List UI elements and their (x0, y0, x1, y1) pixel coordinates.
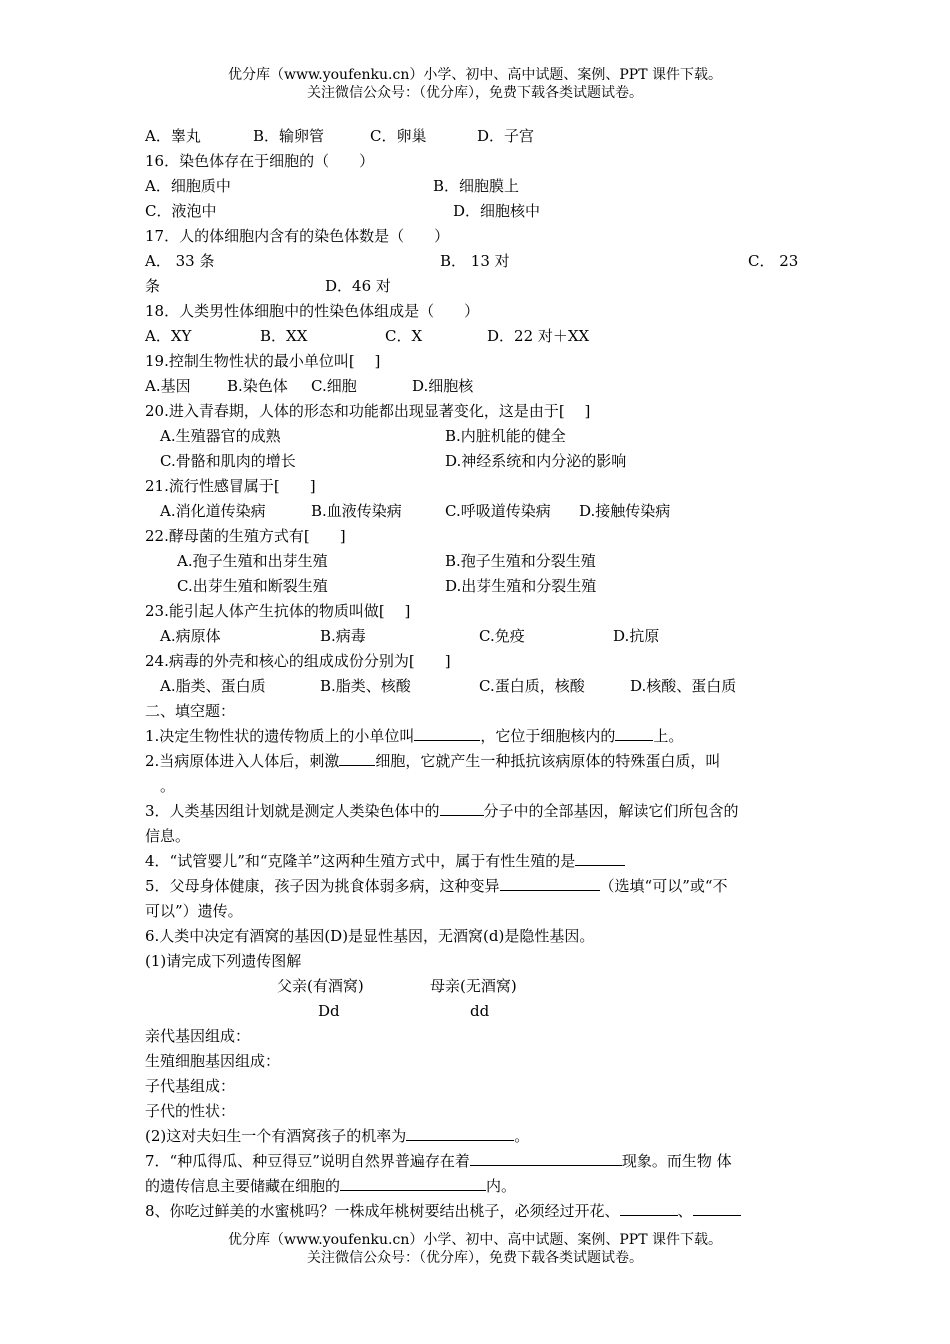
q16-option-c: C．液泡中 (145, 202, 217, 220)
header-line-1: 优分库（www.youfenku.cn）小学、初中、高中试题、案例、PPT 课件下载。 (227, 67, 722, 83)
fill-q8-text-2: 、 (677, 1202, 693, 1220)
q22-option-a: A.孢子生殖和出芽生殖 (177, 552, 328, 570)
q22-stem: 22.酵母菌的生殖方式有[ ] (145, 527, 346, 545)
q15-option-d: D．子宫 (477, 127, 535, 145)
fill-q2-text-1: 2.当病原体进入人体后，刺激 (145, 752, 340, 770)
q22-option-c: C.出芽生殖和断裂生殖 (177, 577, 328, 595)
q24-option-a: A.脂类、蛋白质 (160, 677, 266, 695)
q15-option-b: B．输卵管 (253, 127, 325, 145)
fill-q5-text-2: （选填“可以”或“不 (599, 877, 728, 895)
q19-option-a: A.基因 (145, 377, 191, 395)
fill-q1-text-2: ，它位于细胞核内的 (480, 727, 616, 745)
page-header (0, 66, 950, 102)
fill-q2-cont: 。 (160, 777, 176, 795)
q22-option-d: D.出芽生殖和分裂生殖 (445, 577, 597, 595)
offspring-genotype-label: 子代基组成： (145, 1077, 236, 1095)
q23-option-c: C.免疫 (479, 627, 525, 645)
parent-genotype-label: 亲代基因组成： (145, 1027, 251, 1045)
fill-q7-text-3: 的遗传信息主要储藏在细胞的 (145, 1177, 341, 1195)
q24-option-b: B.脂类、核酸 (320, 677, 411, 695)
fill-q6-sub2-text-2: 。 (514, 1127, 530, 1145)
fill-q2 (145, 751, 720, 771)
fill-q7-blank-2[interactable] (340, 1176, 486, 1191)
header-line-2: 关注微信公众号：（优分库），免费下载各类试题试卷。 (307, 85, 643, 101)
q20-option-a: A.生殖器官的成熟 (160, 427, 281, 445)
q19-option-b: B.染色体 (227, 377, 288, 395)
section-title-fill-in: 二、填空题： (145, 702, 236, 720)
q19-option-c: C.细胞 (311, 377, 357, 395)
q21-option-c: C.呼吸道传染病 (445, 502, 551, 520)
fill-q6-sub2 (145, 1126, 529, 1146)
q17-option-d: D．46 对 (325, 277, 391, 295)
q21-option-a: A.消化道传染病 (160, 502, 266, 520)
fill-q5-text-1: 5．父母身体健康，孩子因为挑食体弱多病，这种变异 (145, 877, 500, 895)
page-footer (0, 1231, 950, 1267)
q17-stem: 17．人的体细胞内含有的染色体数是（ ） (145, 227, 450, 245)
q19-option-d: D.细胞核 (412, 377, 474, 395)
offspring-trait-label: 子代的性状： (145, 1102, 236, 1120)
fill-q1-blank-2[interactable] (615, 726, 653, 741)
fill-q7-text-1: 7．“种瓜得瓜、种豆得豆”说明自然界普遍存在着 (145, 1152, 470, 1170)
q24-option-c: C.蛋白质，核酸 (479, 677, 585, 695)
q20-option-b: B.内脏机能的健全 (445, 427, 566, 445)
fill-q7-text-4: 内。 (486, 1177, 517, 1195)
q17-option-c-cont: 条 (145, 277, 161, 295)
fill-q6-blank-1[interactable] (406, 1126, 514, 1141)
q17-option-c: C． 23 (748, 252, 799, 270)
fill-q1 (145, 726, 683, 746)
fill-q2-text-2: 细胞，它就产生一种抵抗该病原体的特殊蛋白质，叫 (375, 752, 721, 770)
fill-q5 (145, 876, 728, 896)
fill-q4-blank-1[interactable] (575, 851, 625, 866)
fill-q3-text-2: 分子中的全部基因，解读它们所包含的 (483, 802, 739, 820)
q24-option-d: D.核酸、蛋白质 (630, 677, 737, 695)
mother-label: 母亲(无酒窝) (430, 977, 517, 995)
fill-q2-blank-1[interactable] (339, 751, 375, 766)
fill-q3-blank-1[interactable] (440, 801, 484, 816)
q23-option-d: D.抗原 (613, 627, 660, 645)
q21-option-b: B.血液传染病 (311, 502, 402, 520)
q20-option-d: D.神经系统和内分泌的影响 (445, 452, 627, 470)
fill-q1-text-3: 上。 (653, 727, 684, 745)
fill-q6-stem: 6.人类中决定有酒窝的基因(D)是显性基因，无酒窝(d)是隐性基因。 (145, 927, 595, 945)
q15-option-a: A．睾丸 (145, 127, 201, 145)
q24-stem: 24.病毒的外壳和核心的组成成份分别为[ ] (145, 652, 451, 670)
father-label: 父亲(有酒窝) (277, 977, 364, 995)
q18-option-d: D．22 对＋XX (487, 327, 590, 345)
footer-line-1: 优分库（www.youfenku.cn）小学、初中、高中试题、案例、PPT 课件下载。 (227, 1232, 722, 1248)
q20-stem: 20.进入青春期，人体的形态和功能都出现显著变化，这是由于[ ] (145, 402, 591, 420)
gamete-genotype-label: 生殖细胞基因组成： (145, 1052, 281, 1070)
q15-option-c: C．卵巢 (370, 127, 427, 145)
q16-option-d: D．细胞核中 (453, 202, 541, 220)
father-gene: Dd (318, 1002, 340, 1020)
q20-option-c: C.骨骼和肌肉的增长 (160, 452, 296, 470)
fill-q1-blank-1[interactable] (414, 726, 480, 741)
fill-q4-text-1: 4．“试管婴儿”和“克隆羊”这两种生殖方式中，属于有性生殖的是 (145, 852, 576, 870)
q18-option-c: C．X (385, 327, 423, 345)
q18-option-b: B．XX (260, 327, 308, 345)
q23-option-a: A.病原体 (160, 627, 221, 645)
fill-q7-blank-1[interactable] (470, 1151, 622, 1166)
fill-q8-blank-2[interactable] (693, 1201, 741, 1216)
q17-option-a: A． 33 条 (145, 252, 215, 270)
fill-q6-sub2-text-1: (2)这对夫妇生一个有酒窝孩子的机率为 (145, 1127, 407, 1145)
q21-stem: 21.流行性感冒属于[ ] (145, 477, 316, 495)
fill-q4 (145, 851, 625, 871)
fill-q3-cont: 信息。 (145, 827, 191, 845)
q18-stem: 18．人类男性体细胞中的性染色体组成是（ ） (145, 302, 480, 320)
fill-q8-text-1: 8、你吃过鲜美的水蜜桃吗？一株成年桃树要结出桃子，必须经过开花、 (145, 1202, 620, 1220)
q16-stem: 16．染色体存在于细胞的（ ） (145, 152, 375, 170)
q19-stem: 19.控制生物性状的最小单位叫[ ] (145, 352, 381, 370)
fill-q3 (145, 801, 739, 821)
fill-q5-blank-1[interactable] (500, 876, 600, 891)
q21-option-d: D.接触传染病 (579, 502, 671, 520)
fill-q6-sub1: (1)请完成下列遗传图解 (145, 952, 302, 970)
q18-option-a: A．XY (145, 327, 192, 345)
fill-q7-text-2: 现象。而生物 体 (621, 1152, 732, 1170)
mother-gene: dd (470, 1002, 490, 1020)
fill-q7 (145, 1151, 732, 1171)
fill-q8 (145, 1201, 741, 1221)
q16-option-a: A．细胞质中 (145, 177, 231, 195)
fill-q1-text-1: 1.决定生物性状的遗传物质上的小单位叫 (145, 727, 415, 745)
footer-line-2: 关注微信公众号：（优分库），免费下载各类试题试卷。 (307, 1250, 643, 1266)
q23-option-b: B.病毒 (320, 627, 366, 645)
fill-q8-blank-1[interactable] (620, 1201, 678, 1216)
fill-q5-cont: 可以”）遗传。 (145, 902, 243, 920)
q17-option-b: B． 13 对 (440, 252, 510, 270)
q23-stem: 23.能引起人体产生抗体的物质叫做[ ] (145, 602, 411, 620)
fill-q7-cont (145, 1176, 516, 1196)
q16-option-b: B．细胞膜上 (433, 177, 520, 195)
fill-q3-text-1: 3．人类基因组计划就是测定人类染色体中的 (145, 802, 440, 820)
q22-option-b: B.孢子生殖和分裂生殖 (445, 552, 596, 570)
